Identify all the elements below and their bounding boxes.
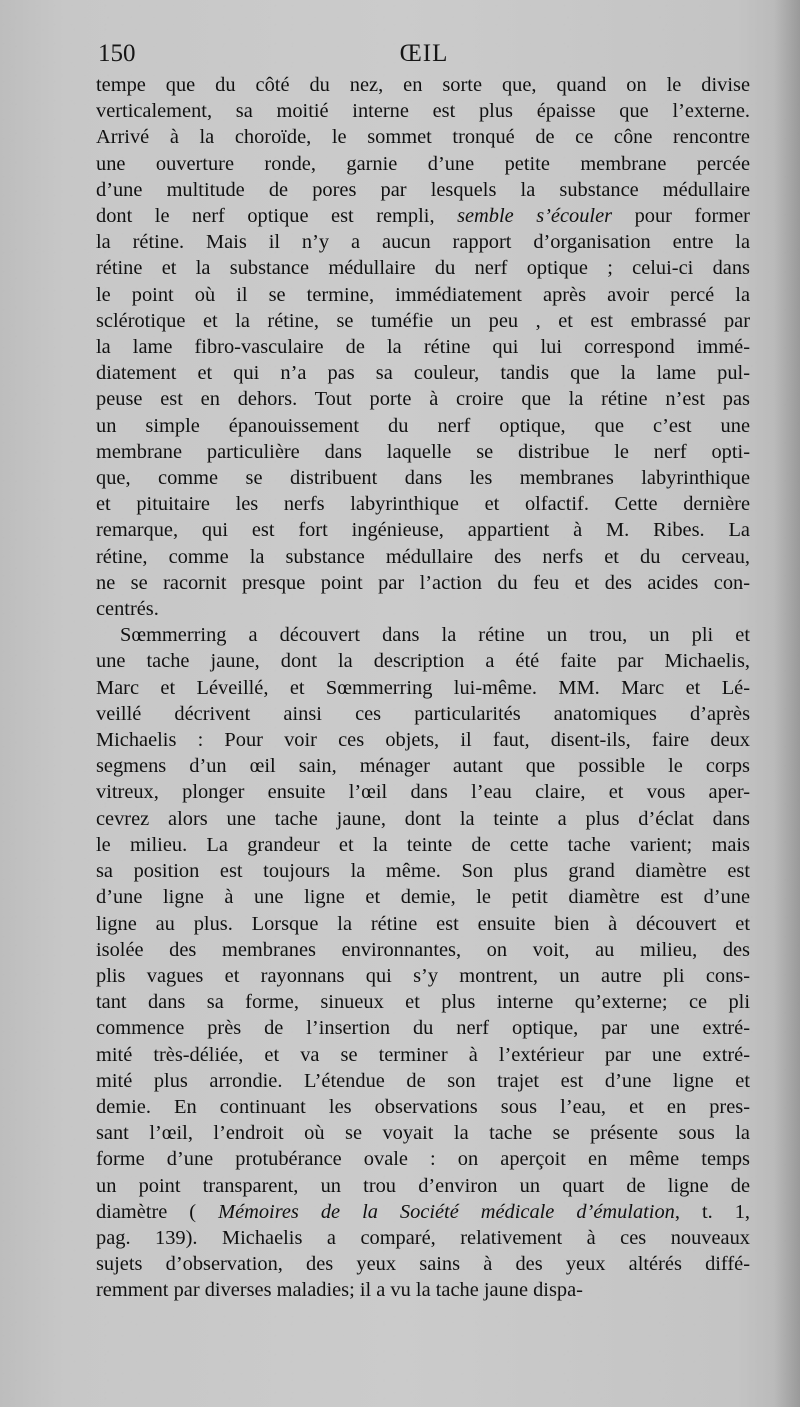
text-line: forme d’une protubérance ovale : on aperçoit en même temps	[96, 1148, 750, 1171]
text-line: tempe que du côté du nez, en sorte que, quand on le divise	[96, 74, 750, 96]
text-line: ligne au plus. Lorsque la rétine est ensuite bien à découvert et	[96, 912, 750, 935]
text-line: d’une multitude de pores par lesquels la substance médullaire	[96, 178, 750, 201]
text-line: remment par diverses maladies; il a vu la tache jaune dispa-	[96, 1279, 583, 1302]
text-line: Marc et Léveillé, et Sœmmerring lui-même. MM. Marc et Lé-	[96, 676, 750, 699]
text-line: le milieu. La grandeur et la teinte de cette tache varient; mais	[96, 833, 750, 856]
text-line: rétine et la substance médullaire du nerf optique ; celui-ci dans	[96, 257, 750, 280]
text-line: Arrivé à la choroïde, le sommet tronqué de ce cône rencontre	[96, 126, 750, 149]
text-line: mité plus arrondie. L’étendue de son trajet est d’une ligne et	[96, 1069, 750, 1092]
text-line: une ouverture ronde, garnie d’une petite membrane percée	[96, 152, 750, 175]
text-line: segmens d’un œil sain, ménager autant que possible le corps	[96, 755, 750, 778]
text-line: un point transparent, un trou d’environ un quart de ligne de	[96, 1174, 750, 1197]
text-line: sclérotique et la rétine, se tuméfie un peu , et est embrassé par	[96, 309, 750, 332]
text-line: cevrez alors une tache jaune, dont la teinte a plus d’éclat dans	[96, 807, 750, 830]
text-line: sant l’œil, l’endroit où se voyait la tache se présente sous la	[96, 1122, 750, 1145]
text-line: le point où il se termine, immédiatement après avoir percé la	[96, 283, 750, 306]
body-text	[96, 72, 750, 1304]
text-line: mité très-déliée, et va se terminer à l’extérieur par une extré-	[96, 1043, 750, 1066]
text-line: la rétine. Mais il n’y a aucun rapport d’organisation entre la	[96, 231, 750, 254]
text-line: sujets d’observation, des yeux sains à des yeux altérés diffé-	[96, 1253, 750, 1276]
text-segment: , t. 1,	[674, 1200, 750, 1223]
page-number: 150	[98, 40, 136, 67]
italic-text-segment: semble s’écouler	[457, 205, 613, 228]
text-line: d’une ligne à une ligne et demie, le petit diamètre est d’une	[96, 886, 750, 909]
text-line: remarque, qui est fort ingénieuse, appartient à M. Ribes. La	[96, 519, 750, 542]
text-line: membrane particulière dans laquelle se distribue le nerf opti-	[96, 440, 750, 463]
text-line: diatement et qui n’a pas sa couleur, tandis que la lame pul-	[96, 362, 750, 385]
page-header	[98, 38, 750, 70]
italic-text-segment: Mémoires de la Société médicale d’émulation	[218, 1200, 675, 1223]
text-segment: dont le nerf optique est rempli,	[96, 205, 458, 228]
text-segment: diamètre (	[96, 1200, 219, 1223]
text-line: la lame fibro-vasculaire de la rétine qui lui correspond immé-	[96, 336, 750, 359]
text-line	[96, 203, 750, 229]
text-line: demie. En continuant les observations sous l’eau, et en pres-	[96, 1095, 750, 1118]
text-line: sa position est toujours la même. Son plus grand diamètre est	[96, 860, 750, 883]
text-line: Michaelis : Pour voir ces objets, il faut, disent-ils, faire deux	[96, 729, 750, 752]
text-line: vitreux, plonger ensuite l’œil dans l’eau claire, et vous aper-	[96, 781, 750, 804]
text-line: commence près de l’insertion du nerf optique, par une extré-	[96, 1017, 750, 1040]
text-line	[96, 1199, 750, 1225]
text-line: pag. 139). Michaelis a comparé, relativement à ces nouveaux	[96, 1226, 750, 1249]
text-line: centrés.	[96, 598, 159, 621]
text-line: isolée des membranes environnantes, on voit, au milieu, des	[96, 938, 750, 961]
text-line: plis vagues et rayonnans qui s’y montrent, un autre pli cons-	[96, 964, 750, 987]
running-head: ŒIL	[399, 40, 449, 67]
text-line: et pituitaire les nerfs labyrinthique et olfactif. Cette dernière	[96, 493, 750, 516]
text-line: que, comme se distribuent dans les membranes labyrinthique	[96, 467, 750, 490]
text-line: ne se racornit presque point par l’action du feu et des acides con-	[96, 571, 750, 594]
text-line: rétine, comme la substance médullaire des nerfs et du cerveau,	[96, 545, 750, 568]
text-line: tant dans sa forme, sinueux et plus interne qu’externe; ce pli	[96, 991, 750, 1014]
text-line: verticalement, sa moitié interne est plus épaisse que l’externe.	[96, 100, 750, 123]
text-segment: pour former	[612, 205, 750, 228]
text-line: un simple épanouissement du nerf optique, que c’est une	[96, 414, 750, 437]
text-line: une tache jaune, dont la description a été faite par Michaelis,	[96, 650, 750, 673]
text-line: veillé décrivent ainsi ces particularités anatomiques d’après	[96, 702, 750, 725]
text-line: Sœmmerring a découvert dans la rétine un trou, un pli et	[120, 624, 750, 647]
text-line: peuse est en dehors. Tout porte à croire que la rétine n’est pas	[96, 388, 750, 411]
